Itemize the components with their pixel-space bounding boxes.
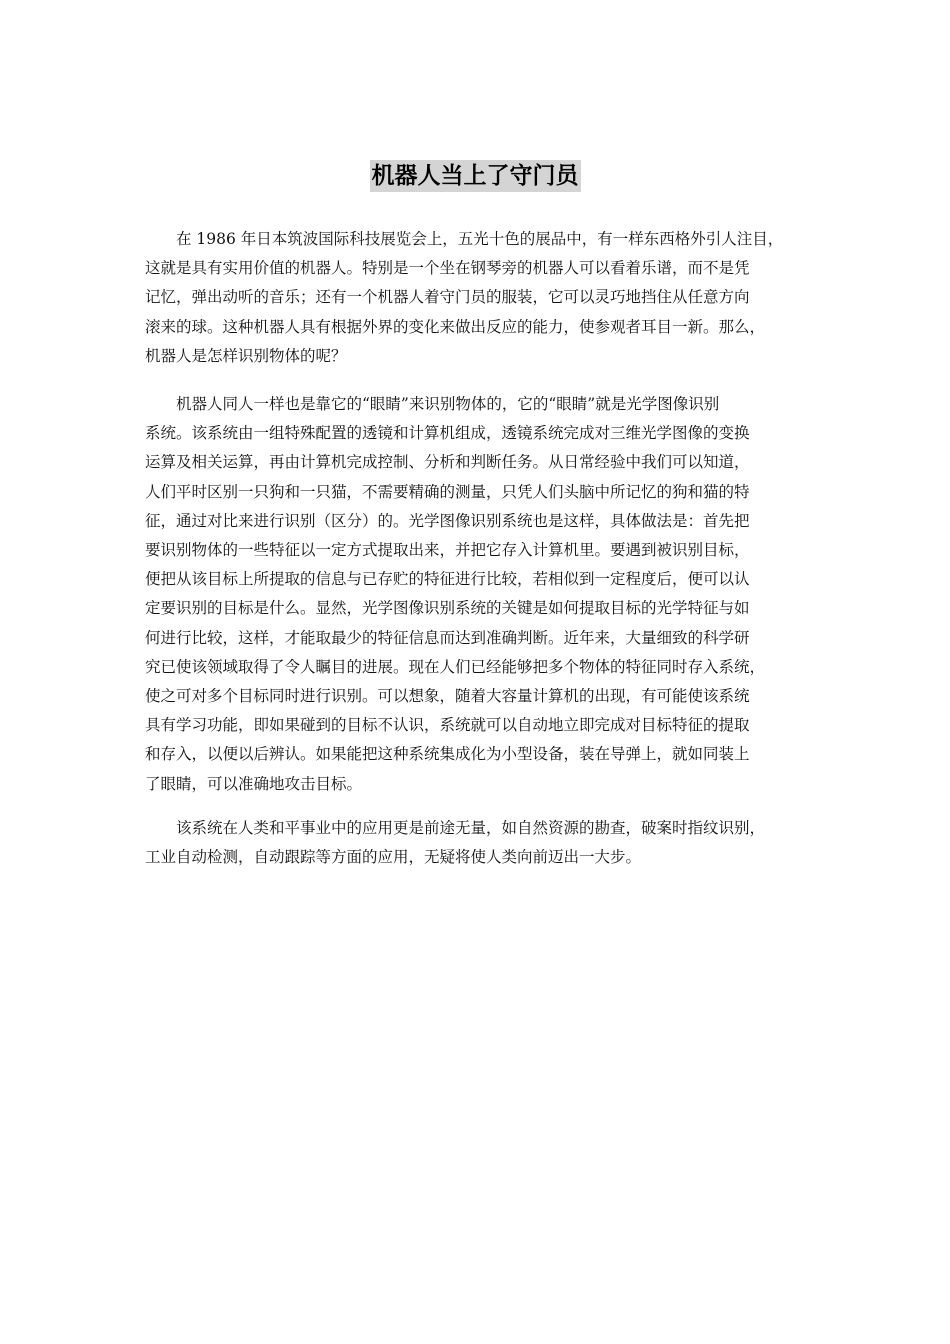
text-line: 在 1986 年日本筑波国际科技展览会上，五光十色的展品中，有一样东西格外引人注目， — [145, 230, 784, 248]
text-line: 定要识别的目标是什么。显然，光学图像识别系统的关键是如何提取目标的光学特征与如 — [145, 599, 750, 618]
text-line: 和存入，以便以后辨认。如果能把这种系统集成化为小型设备，装在导弹上，就如同装上 — [145, 745, 750, 764]
text-line: 要识别物体的一些特征以一定方式提取出来，并把它存入计算机里。要遇到被识别目标， — [145, 541, 750, 560]
text-line: 该系统在人类和平事业中的应用更是前途无量，如自然资源的勘查，破案时指纹识别， — [145, 819, 766, 837]
text-line: 何进行比较，这样，才能取最少的特征信息而达到准确判断。近年来，大量细致的科学研 — [145, 628, 750, 647]
text-line: 便把从该目标上所提取的信息与已存贮的特征进行比较，若相似到一定程度后，便可以认 — [145, 570, 750, 589]
text-line: 机器人是怎样识别物体的呢？ — [145, 346, 347, 365]
text-line: 征，通过对比来进行识别（区分）的。光学图像识别系统也是这样，具体做法是：首先把 — [145, 511, 750, 530]
text-line: 人们平时区别一只狗和一只猫，不需要精确的测量，只凭人们头脑中所记忆的狗和猫的特 — [145, 482, 750, 501]
text-line: 运算及相关运算，再由计算机完成控制、分析和判断任务。从日常经验中我们可以知道， — [145, 453, 750, 472]
text-line: 滚来的球。这种机器人具有根据外界的变化来做出反应的能力，使参观者耳目一新。那么， — [145, 317, 766, 336]
text-line: 具有学习功能，即如果碰到的目标不认识，系统就可以自动地立即完成对目标特征的提取 — [145, 716, 750, 735]
paragraph-1 — [145, 225, 813, 371]
text-line: 记忆，弹出动听的音乐；还有一个机器人着守门员的服装，它可以灵巧地挡住从任意方向 — [145, 288, 750, 307]
page-title: 机器人当上了守门员 — [370, 160, 581, 192]
text-line: 了眼睛，可以准确地攻击目标。 — [145, 774, 363, 793]
paragraph-3 — [145, 814, 813, 872]
text-line: 系统。该系统由一组特殊配置的透镜和计算机组成，透镜系统完成对三维光学图像的变换 — [145, 424, 750, 443]
text-line: 这就是具有实用价值的机器人。特别是一个坐在钢琴旁的机器人可以看着乐谱，而不是凭 — [145, 259, 750, 278]
text-line: 使之可对多个目标同时进行识别。可以想象，随着大容量计算机的出现，有可能使该系统 — [145, 687, 750, 706]
text-line: 机器人同人一样也是靠它的“眼睛”来识别物体的，它的“眼睛”就是光学图像识别 — [145, 395, 720, 413]
text-line: 究已使该领域取得了令人瞩目的进展。现在人们已经能够把多个物体的特征同时存入系统， — [145, 657, 766, 676]
text-line: 工业自动检测，自动跟踪等方面的应用，无疑将使人类向前迈出一大步。 — [145, 848, 642, 867]
paragraph-2 — [145, 390, 813, 799]
title-container — [0, 160, 950, 192]
